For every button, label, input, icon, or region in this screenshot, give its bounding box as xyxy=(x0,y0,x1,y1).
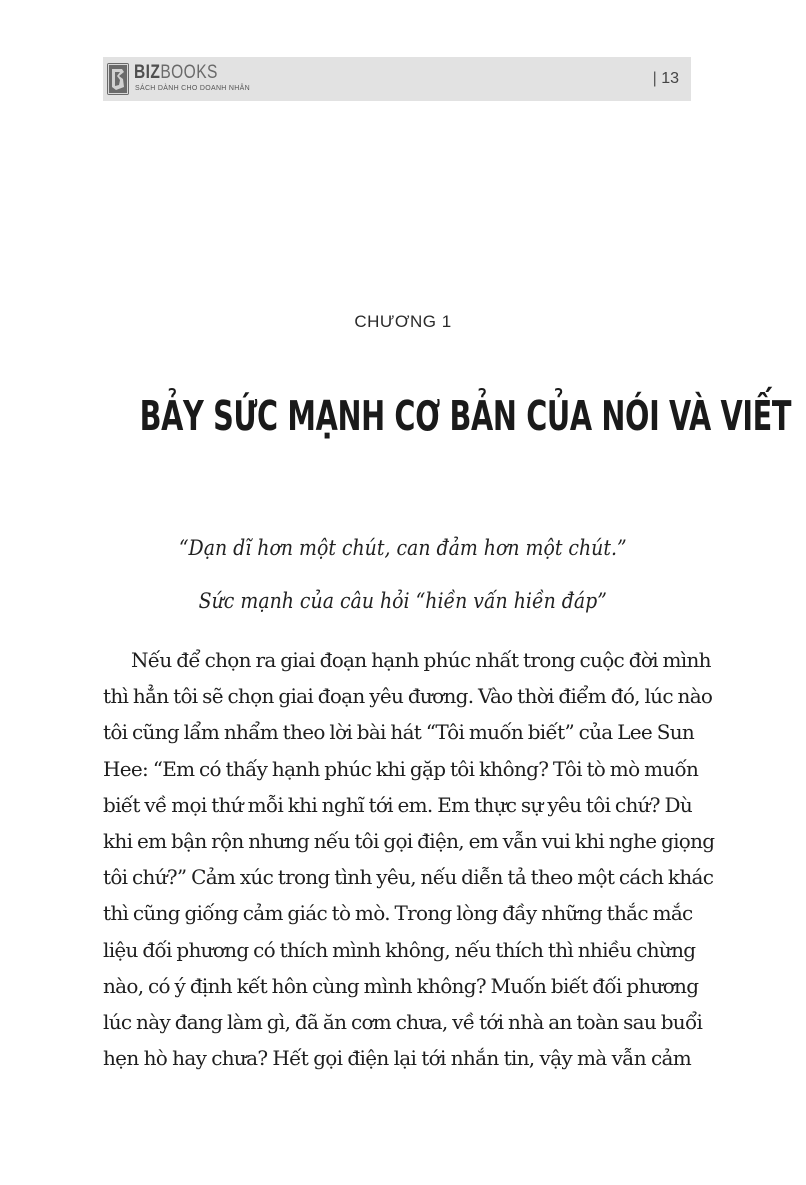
body-line: tôi chứ?” Cảm xúc trong tình yêu, nếu diễn tả theo một cách khác xyxy=(103,865,714,890)
body-line: hẹn hò hay chưa? Hết gọi điện lại tới nhắn tin, vậy mà vẫn cảm xyxy=(103,1046,691,1071)
body-line: liệu đối phương có thích mình không, nếu thích thì nhiều chừng xyxy=(103,937,696,962)
running-header xyxy=(103,57,691,101)
body-paragraph xyxy=(103,643,715,1077)
epigraph-subtitle: Sức mạnh của câu hỏi “hiền vấn hiền đáp” xyxy=(198,589,608,613)
body-line: lúc này đang làm gì, đã ăn cơm chưa, về tới nhà an toàn sau buổi xyxy=(103,1009,703,1034)
bizbooks-logo-icon xyxy=(107,63,129,95)
epigraph-quote: “Dạn dĩ hơn một chút, can đảm hơn một chút.” xyxy=(179,536,627,560)
brand-name: BIZBOOKS xyxy=(134,62,218,83)
body-line: thì hẳn tôi sẽ chọn giai đoạn yêu đương. Vào thời điểm đó, lúc nào xyxy=(103,684,713,709)
body-line: Nếu để chọn ra giai đoạn hạnh phúc nhất trong cuộc đời mình xyxy=(131,648,711,672)
body-line: biết về mọi thứ mỗi khi nghĩ tới em. Em thực sự yêu tôi chứ? Dù xyxy=(103,792,692,817)
brand-tagline: SÁCH DÀNH CHO DOANH NHÂN xyxy=(135,85,250,92)
chapter-label: CHƯƠNG 1 xyxy=(354,312,452,331)
body-line: tôi cũng lẩm nhẩm theo lời bài hát “Tôi muốn biết” của Lee Sun xyxy=(103,720,695,745)
body-line: nào, có ý định kết hôn cùng mình không? Muốn biết đối phương xyxy=(103,973,699,998)
body-line: thì cũng giống cảm giác tò mò. Trong lòng đầy những thắc mắc xyxy=(103,901,693,926)
body-line: Hee: “Em có thấy hạnh phúc khi gặp tôi không? Tôi tò mò muốn xyxy=(103,756,699,781)
page-number: | 13 xyxy=(653,70,679,88)
body-line: khi em bận rộn nhưng nếu tôi gọi điện, em vẫn vui khi nghe giọng xyxy=(103,828,715,853)
chapter-title: BẢY SỨC MẠNH CƠ BẢN CỦA NÓI VÀ VIẾT xyxy=(139,392,792,440)
